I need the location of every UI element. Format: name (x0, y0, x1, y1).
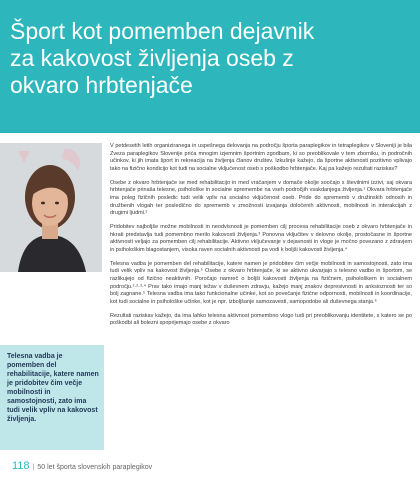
paragraph: Pridobitev najboljše možne mobilnosti in neodvisnosti je pomemben cilj procesa rehabilitacije oseb z okvaro hrbtenjače in hkrati predstavlja tudi pomembno merilo kakovosti življenja.³ Ponovna vključitev v delovno okolje, prostočasne in športne aktivnosti veljajo za pomemben cilj rehabilitacije. Aktivno vključevanje v dejavnosti in vloge je močno povezano z zdravjem in psihološkim blagostanjem, visoka raven socialnih aktivnosti pa vodi k boljši kakovosti življenja.⁴ (110, 224, 412, 253)
footer-separator: | (32, 464, 35, 471)
article-body (110, 143, 412, 334)
paragraph: Osebe z okvaro hrbtenjače se med rehabilitacijo in med vračanjem v domače okolje soočajo s številnimi izzivi, saj okvara hrbtenjače prinaša telesne, psihološke in socialne spremembe na vseh področjih vsakdanjega življenja.¹ Okvara hrbtenjače ima poleg fizičnih posledic tudi velik vpliv na socialno vključenost oseb. Pride do sprememb v družinskih odnosih in družbenih vlogah ter posledično do sprememb v zmožnosti izvajanja določenih aktivnosti, mobilnosti in interakcijah z drugimi ljudmi.² (110, 179, 412, 217)
portrait-illustration (0, 143, 102, 272)
title-line: za kakovost življenja oseb z (10, 45, 294, 71)
portrait-photo (0, 143, 102, 272)
paragraph: V petdesetih letih organiziranega in uspešnega delovanja na področju športa paraplegikov in tetraplegikov v Sloveniji je bila Zveza paraplegikov Slovenije prića mnogim izjemnim športnim zgodbam, ki so preoblikovale v tem zborniku, in področnih učinkov, ki jih imata šport in rekreacija na življenja članov društev. Izkušnje kažejo, da športne aktivnosti pozitivno vplivajo tako na fizično kondicijo kot tudi na socialne vključenost oseb s poškodbo hrbtenjače. Kaj pa kažejo rezultati raziskav? (110, 143, 412, 172)
pull-quote: Telesna vadba je pomemben del rehabilitacije, katere namen je pridobitev čim večje mobilnosti in samostojnosti, zato ima tudi velik vpliv na kakovost življenja. (7, 353, 99, 423)
page-number: 118 (12, 460, 30, 472)
page-footer (12, 460, 152, 472)
paragraph: Telesna vadba je pomemben del rehabilitacije, katere namen je pridobitev čim večje mobilnosti in samostojnosti, zato ima tudi velik vpliv na kakovost življenja.⁵ Osebe z okvaro hrbtenjače, ki se aktivno ukvarjajo s telesno vadbo in športom, se razlikujejo od fizično neaktivnih. Poročajo namreč o boljši kakovosti življenja na fizičnem, psihološkem in socialnem področju.¹·²·³·⁴ Prav tako imajo manj težav v duševnem zdravju, kažejo manj znakov depresivnosti in anksioznosti ter so bolj zagnane.⁵ Telesna vadba ima tako funkcionalne učinke, kot so povečanje fizične odpornosti, mobilnosti in koordinacije, kot tudi socialne in psihološke učinke, kot je npr. izboljšanje samozavesti, samopodobe ali duševnega stanja.⁶ (110, 260, 412, 305)
header-banner (0, 0, 420, 133)
paragraph: Rezultati raziskav kažejo, da ima lahko telesna aktivnost pomembno vlogo tudi pri preoblikovanju identitete, s katero se po poškodbi ali bolezni spoprijemajo osebe z okvaro (110, 312, 412, 327)
title-line: okvaro hrbtenjače (10, 72, 193, 98)
page-title (10, 18, 410, 99)
publication-title: 50 let športa slovenskih paraplegikov (37, 464, 153, 471)
title-line: Šport kot pomemben dejavnik (10, 18, 315, 44)
pull-quote-box (0, 345, 104, 450)
